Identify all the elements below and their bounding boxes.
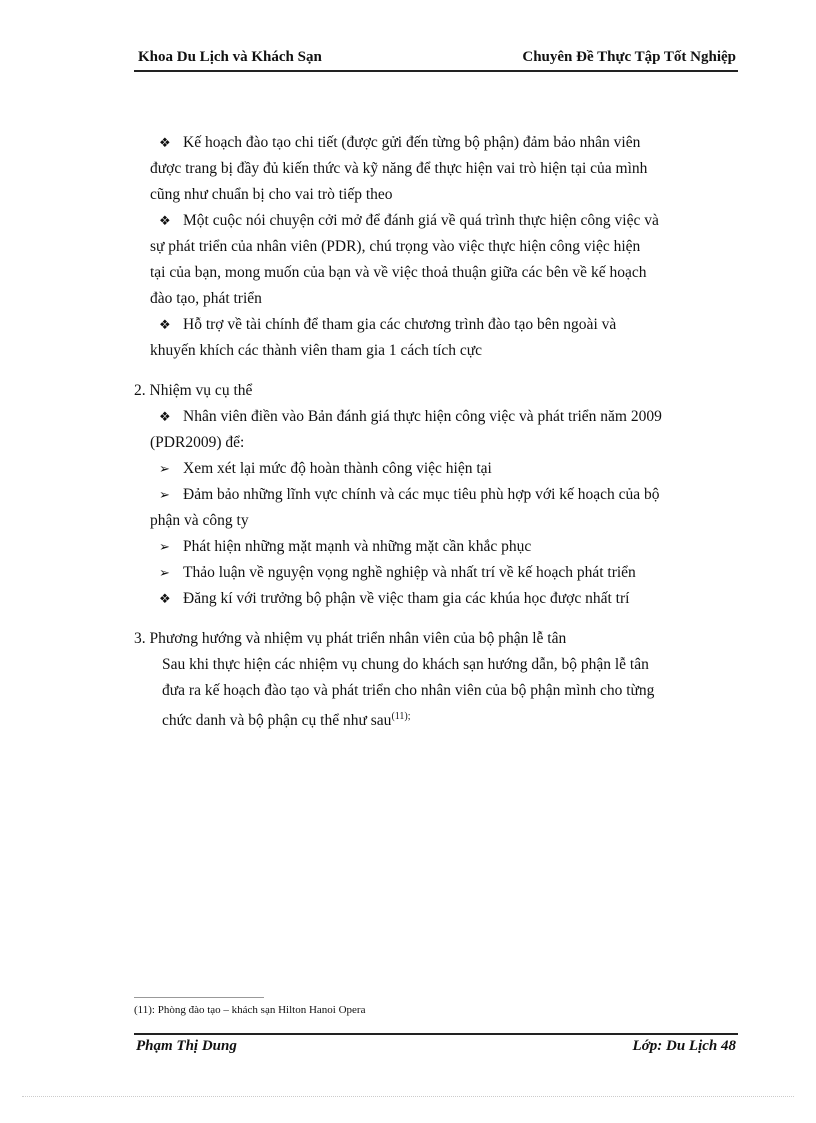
footnote: (11): Phòng đào tạo – khách sạn Hilton Hanoi Opera (134, 1004, 366, 1016)
document-body (134, 130, 740, 734)
header-report-title: Chuyên Đề Thực Tập Tốt Nghiệp (522, 49, 736, 65)
diamond-bullet-icon: ❖ (159, 317, 171, 332)
text-line: đưa ra kế hoạch đào tạo và phát triển cho nhân viên của bộ phận mình cho từng (162, 682, 655, 699)
text-line: chức danh và bộ phận cụ thể như sau$^{(11);}$ (162, 711, 411, 730)
text-line: ➢ Xem xét lại mức độ hoàn thành công việc hiện tại (150, 456, 740, 482)
diamond-bullet-icon: ❖ (159, 409, 171, 424)
text-line: ❖ Hỗ trợ về tài chính để tham gia các chương trình đào tạo bên ngoài và (150, 312, 740, 338)
footer-author: Phạm Thị Dung (136, 1038, 237, 1054)
section-2-heading: 2. Nhiệm vụ cụ thể (134, 382, 253, 399)
section-3-heading: 3. Phương hướng và nhiệm vụ phát triển nhân viên của bộ phận lễ tân (134, 630, 567, 647)
page-edge-divider (22, 1096, 794, 1097)
arrowhead-bullet-icon: ➢ (159, 565, 170, 580)
text-line: ❖ Một cuộc nói chuyện cởi mở để đánh giá về quá trình thực hiện công việc và (150, 208, 740, 234)
arrowhead-bullet-icon: ➢ (159, 487, 170, 502)
diamond-bullet-icon: ❖ (159, 135, 171, 150)
footnote-reference: (11); (391, 711, 411, 722)
text-line: được trang bị đầy đủ kiến thức và kỹ năng để thực hiện vai trò hiện tại của mình (150, 160, 648, 177)
header-faculty: Khoa Du Lịch và Khách Sạn (138, 49, 322, 65)
text-line: ➢ Thảo luận về nguyện vọng nghề nghiệp và nhất trí về kế hoạch phát triển (150, 560, 740, 586)
text-line: ❖ Đăng kí với trưởng bộ phận về việc tham gia các khúa học được nhất trí (150, 586, 740, 612)
page-footer (134, 1033, 738, 1059)
text-line: (PDR2009) để: (150, 434, 245, 451)
text-line: ❖ Kế hoạch đào tạo chi tiết (được gửi đến từng bộ phận) đảm bảo nhân viên (150, 130, 740, 156)
text-line: cũng như chuẩn bị cho vai trò tiếp theo (150, 186, 393, 203)
footer-class: Lớp: Du Lịch 48 (632, 1038, 736, 1054)
footnote-divider (134, 997, 264, 998)
text-line: ➢ Phát hiện những mặt mạnh và những mặt cần khắc phục (150, 534, 740, 560)
text-line: sự phát triển của nhân viên (PDR), chú trọng vào việc thực hiện công việc hiện (150, 238, 641, 255)
text-line: ➢ Đảm bảo những lĩnh vực chính và các mục tiêu phù hợp với kế hoạch của bộ (150, 482, 740, 508)
text-line: tại của bạn, mong muốn của bạn và về việc thoả thuận giữa các bên về kế hoạch (150, 264, 647, 281)
text-line: phận và công ty (150, 512, 249, 529)
text-line: ❖ Nhân viên điền vào Bản đánh giá thực hiện công việc và phát triển năm 2009 (150, 404, 740, 430)
text-line: khuyến khích các thành viên tham gia 1 cách tích cực (150, 342, 483, 359)
diamond-bullet-icon: ❖ (159, 591, 171, 606)
page-header (134, 48, 738, 72)
diamond-bullet-icon: ❖ (159, 213, 171, 228)
arrowhead-bullet-icon: ➢ (159, 539, 170, 554)
text-line: đào tạo, phát triển (150, 290, 262, 307)
text-line: Sau khi thực hiện các nhiệm vụ chung do khách sạn hướng dẫn, bộ phận lễ tân (162, 656, 649, 673)
arrowhead-bullet-icon: ➢ (159, 461, 170, 476)
